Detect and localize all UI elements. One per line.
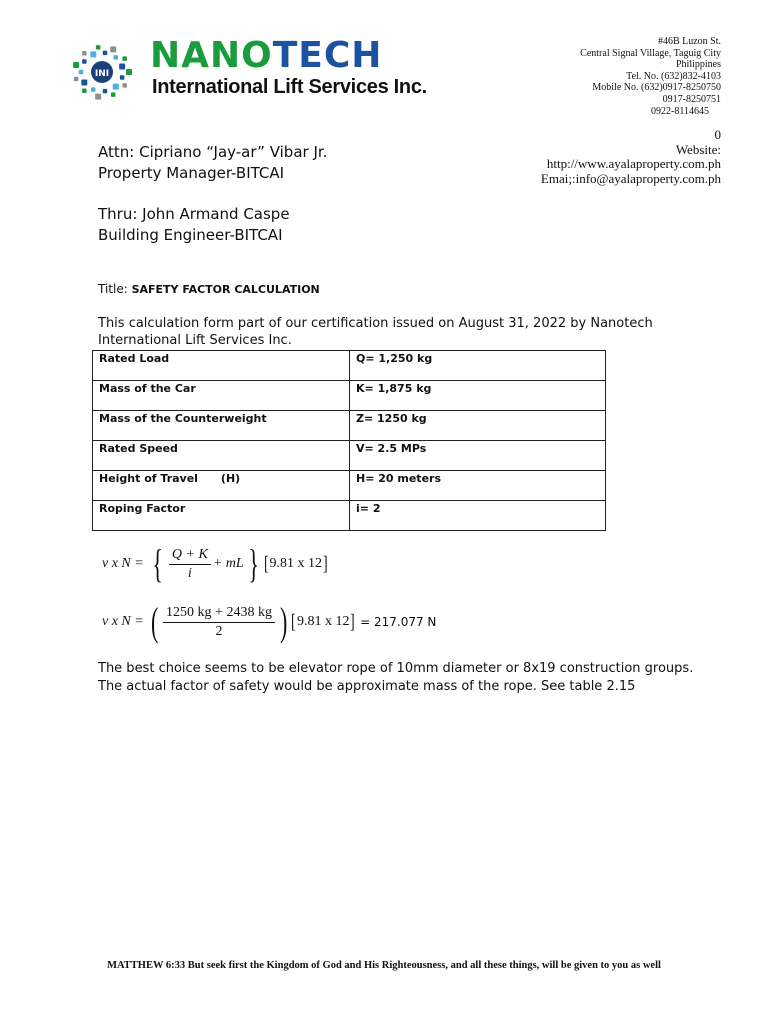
- spec-key: Mass of the Counterweight: [93, 411, 350, 441]
- logo-dot: [114, 55, 119, 60]
- address-line: Mobile No. (632)0917-8250750: [592, 82, 721, 94]
- logo-dot: [95, 94, 101, 100]
- logo-dot: [82, 89, 87, 94]
- spec-key: Roping Factor: [93, 501, 350, 531]
- logo-dot: [91, 87, 96, 92]
- formula-fraction: [163, 605, 275, 640]
- brand-name: [150, 36, 382, 76]
- paren-left: (: [150, 599, 159, 644]
- formula-general: [102, 541, 329, 586]
- paren-right: ): [279, 599, 288, 644]
- spec-value: Z= 1250 kg: [350, 411, 606, 441]
- address-line: Philippines: [675, 59, 721, 71]
- conclusion-line: The best choice seems to be elevator rope of 10mm diameter or 8x19 construction groups.: [98, 661, 694, 676]
- spec-value: Q= 1,250 kg: [350, 351, 606, 381]
- logo-dot: [120, 75, 125, 80]
- logo-letters: INI: [94, 69, 110, 79]
- specs-table: [92, 350, 606, 531]
- logo-dot: [74, 77, 79, 82]
- thru-line: Thru: John Armand Caspe: [98, 205, 290, 223]
- logo-dot: [90, 51, 96, 57]
- formula-lhs: v x N =: [102, 614, 144, 629]
- logo-dot: [126, 69, 132, 75]
- spec-value: K= 1,875 kg: [350, 381, 606, 411]
- conclusion-line: The actual factor of safety would be approximate mass of the rope. See table 2.15: [98, 679, 636, 694]
- logo-dot: [81, 79, 87, 85]
- page-zero: 0: [714, 127, 721, 142]
- attn-block: [98, 142, 327, 184]
- brace-right: }: [247, 541, 259, 586]
- bracket-left: [: [263, 552, 269, 575]
- address-line: 0922-8114645: [651, 105, 709, 117]
- spec-key: Rated Speed: [93, 441, 350, 471]
- table-row: [93, 381, 606, 411]
- logo-dot: [82, 51, 87, 56]
- logo-dot: [119, 64, 125, 70]
- formula-lhs: v x N =: [102, 556, 144, 571]
- logo-dot: [122, 83, 127, 88]
- table-row: [93, 471, 606, 501]
- web-contact-block: [541, 128, 721, 186]
- email-link[interactable]: Emai;:info@ayalaproperty.com.ph: [540, 170, 721, 186]
- title-label: Title:: [98, 282, 132, 296]
- spec-value: i= 2: [350, 501, 606, 531]
- title-value: SAFETY FACTOR CALCULATION: [131, 283, 320, 296]
- document-title: [98, 282, 320, 296]
- brace-left: {: [152, 541, 163, 586]
- bracket-right: ]: [323, 552, 328, 575]
- thru-role: Building Engineer-BITCAI: [98, 226, 283, 244]
- spec-value: H= 20 meters: [350, 471, 606, 501]
- brand-part-nano: NANO: [150, 35, 273, 76]
- attn-line: Attn: Cipriano “Jay-ar” Vibar Jr.: [98, 143, 328, 161]
- formula-bracket-term: 9.81 x 12: [296, 614, 350, 629]
- address-line: #46B Luzon St.: [657, 36, 721, 47]
- formula-bracket-term: 9.81 x 12: [269, 556, 323, 571]
- fraction-denominator: i: [187, 565, 192, 581]
- formula-result: = 217.077 N: [360, 615, 437, 629]
- thru-block: [98, 204, 290, 246]
- logo-dot: [73, 62, 79, 68]
- logo-dot: [111, 92, 116, 97]
- intro-paragraph: This calculation form part of our certification issued on August 31, 2022 by Nanotech International Lift Services Inc.: [98, 316, 653, 348]
- fraction-denominator: 2: [215, 623, 223, 639]
- logo-dot: [122, 56, 127, 61]
- table-row: [93, 411, 606, 441]
- logo-dot: [103, 89, 108, 94]
- spec-key: Mass of the Car: [93, 381, 350, 411]
- website-link[interactable]: http://www.ayalaproperty.com.ph: [546, 156, 721, 171]
- formula-extra-term: + mL: [212, 556, 244, 571]
- logo-dot: [113, 84, 119, 90]
- conclusion-paragraph: [98, 660, 698, 696]
- address-line: 0917-8250751: [662, 93, 721, 105]
- formula-substituted: [102, 599, 437, 644]
- address-line: Tel. No. (632)832-4103: [626, 70, 721, 82]
- table-row: [93, 351, 606, 381]
- logo-dot: [110, 46, 116, 52]
- brand-part-tech: TECH: [272, 35, 383, 76]
- address-block: [580, 36, 721, 117]
- bracket-left: [: [291, 610, 296, 633]
- nanotech-logo-icon: [62, 36, 142, 108]
- formula-fraction: [169, 547, 211, 582]
- table-row: [93, 441, 606, 471]
- table-row: [93, 501, 606, 531]
- attn-role: Property Manager-BITCAI: [98, 164, 285, 182]
- address-line: Central Signal Village, Taguig City: [580, 47, 721, 59]
- fraction-numerator: Q + K: [169, 547, 211, 565]
- logo-dot: [96, 45, 101, 50]
- logo-dot: [82, 59, 87, 64]
- footer-verse: MATTHEW 6:33 But seek first the Kingdom of God and His Righteousness, and all these things, will be given to you as well: [107, 960, 661, 971]
- logo-dot: [103, 51, 108, 56]
- spec-key: Rated Load: [93, 351, 350, 381]
- spec-key: Height of Travel (H): [93, 471, 350, 501]
- spec-value: V= 2.5 MPs: [350, 441, 606, 471]
- fraction-numerator: 1250 kg + 2438 kg: [163, 605, 275, 623]
- logo-dot: [79, 70, 84, 75]
- company-name: International Lift Services Inc.: [152, 76, 427, 98]
- website-label: Website:: [675, 141, 721, 157]
- bracket-right: ]: [350, 610, 356, 633]
